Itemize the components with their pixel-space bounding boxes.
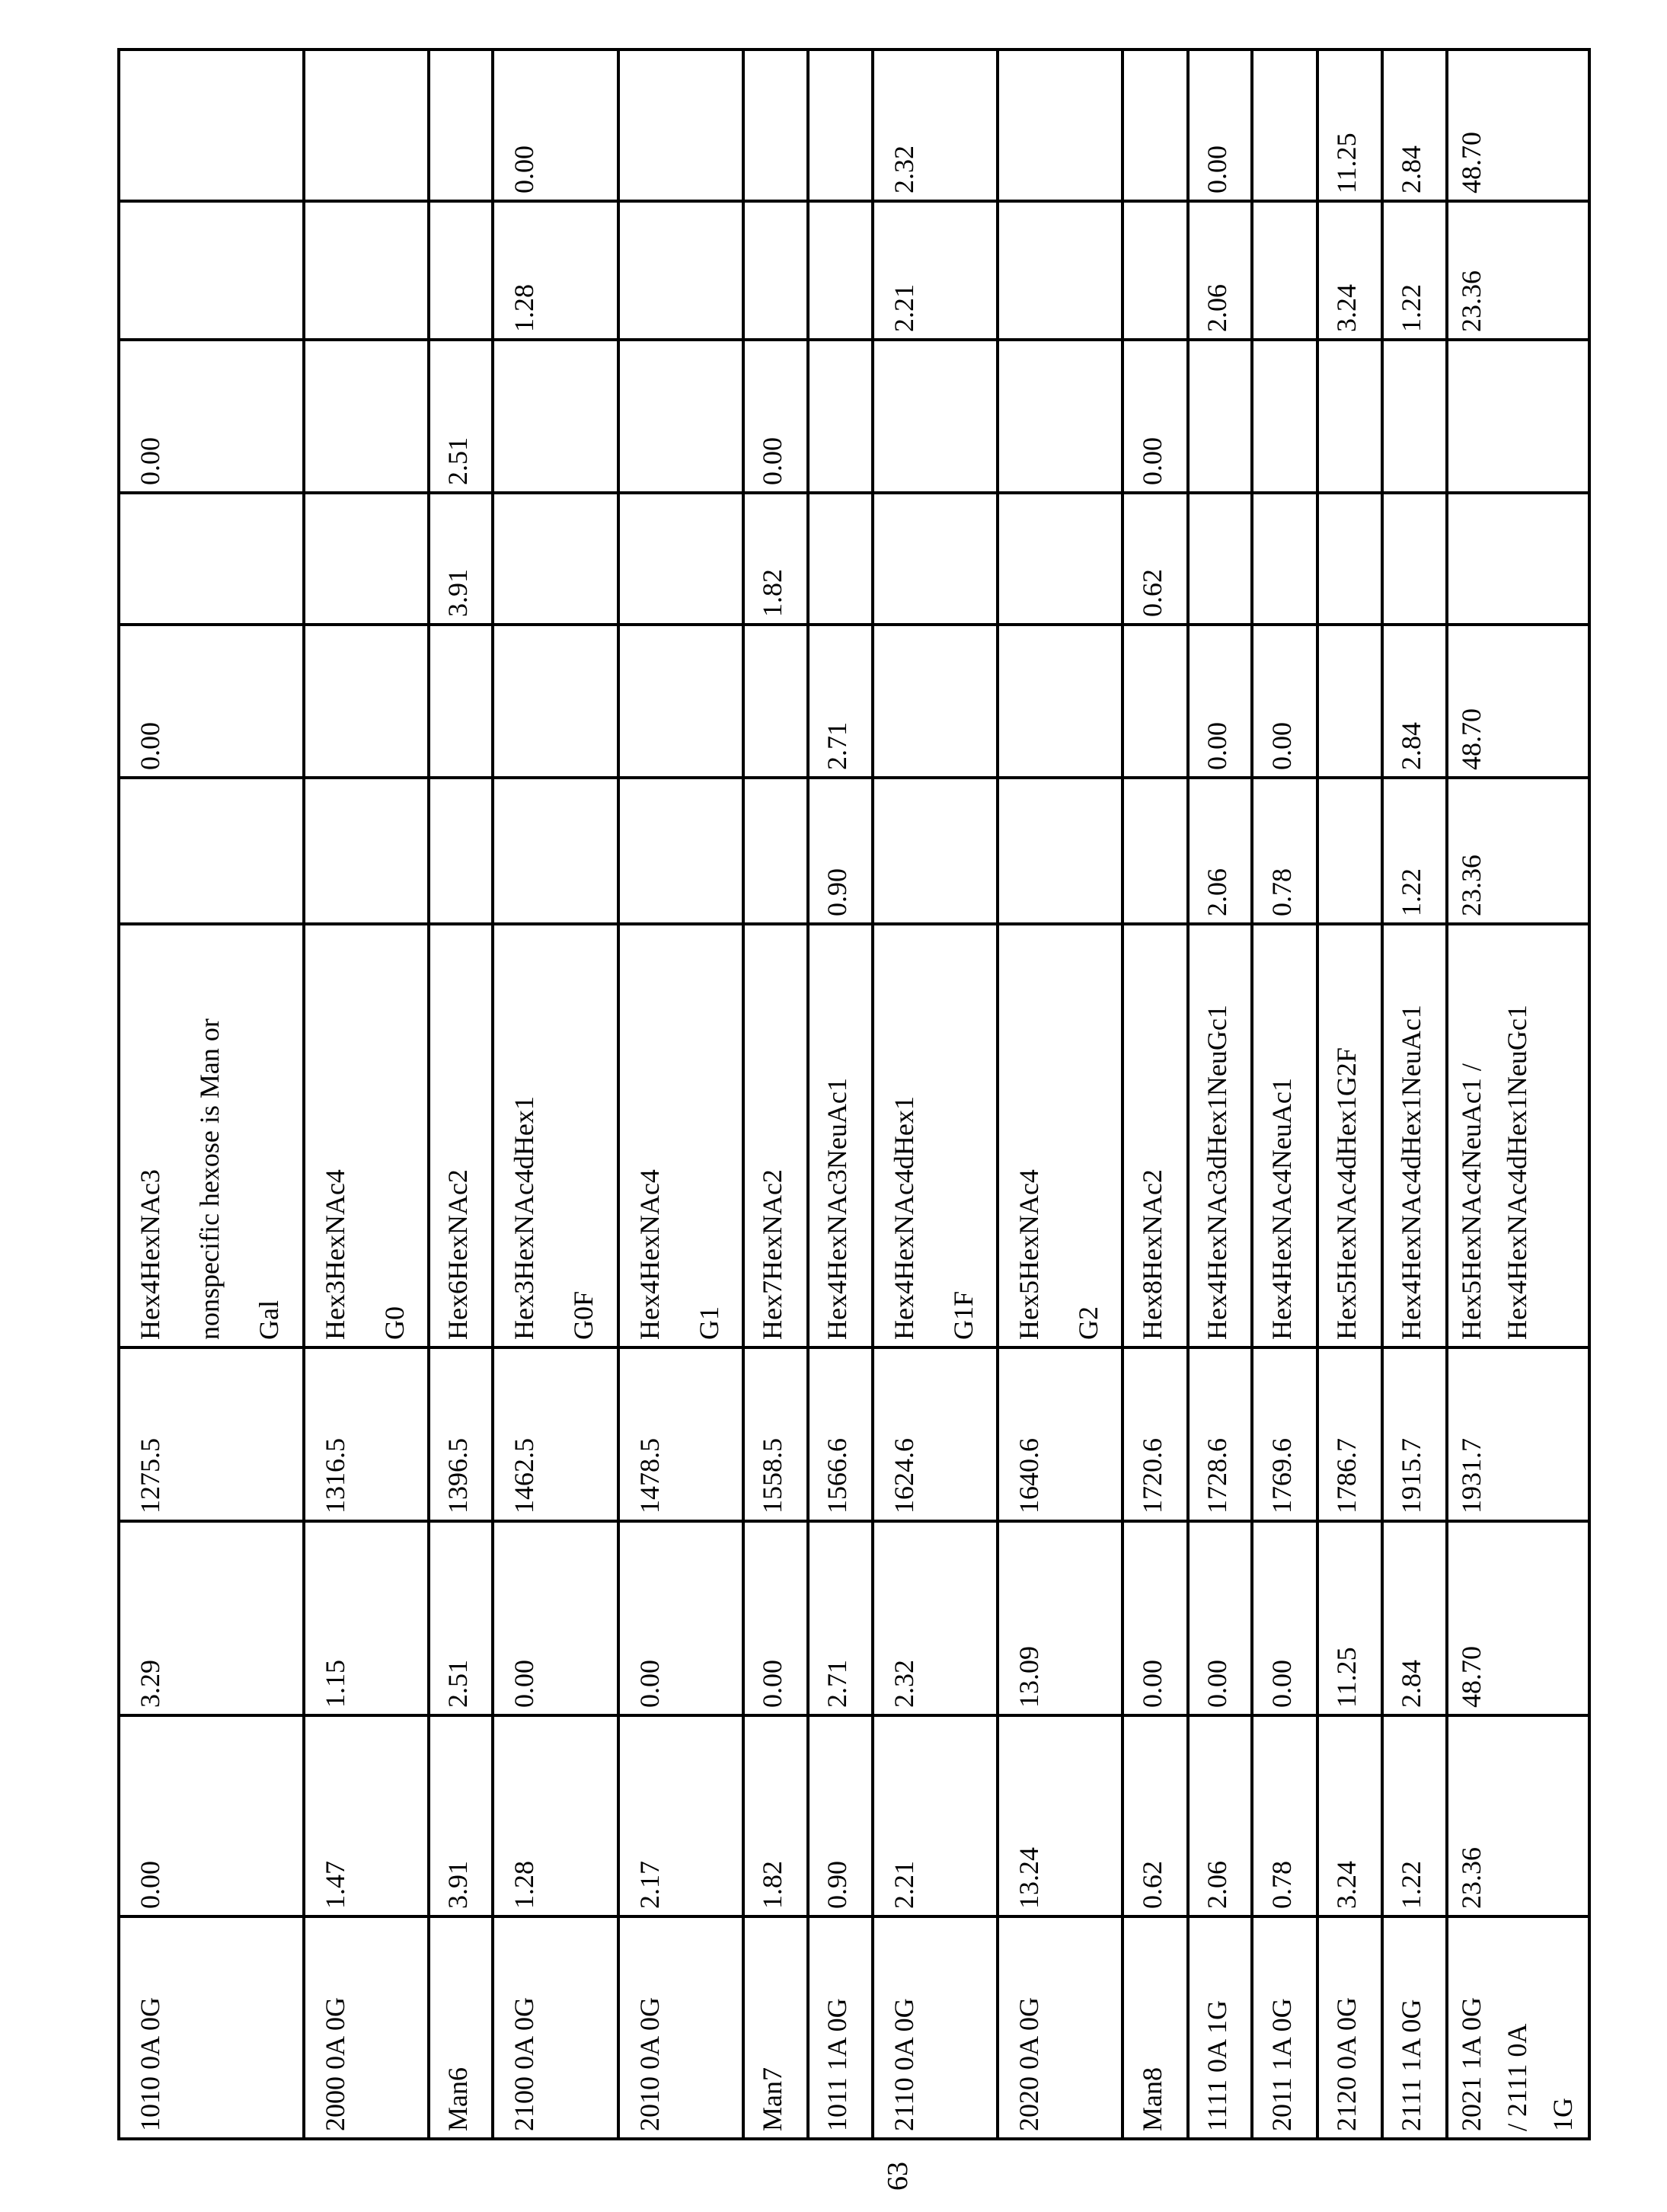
cell-value-c bbox=[1123, 778, 1188, 924]
cell-value-c bbox=[119, 778, 304, 924]
cell-value-d bbox=[618, 625, 743, 778]
cell-glycan-id: 2111 1A 0G bbox=[1382, 1916, 1447, 2139]
cell-value-d: 0.00 bbox=[119, 625, 304, 778]
table-row bbox=[1123, 50, 1188, 2139]
cell-value-f bbox=[493, 340, 618, 493]
cell-glycan-id: Man7 bbox=[743, 1916, 808, 2139]
cell-value-h: 48.70 bbox=[1447, 50, 1589, 201]
cell-value-g: 23.36 bbox=[1447, 201, 1589, 340]
cell-value-f bbox=[618, 340, 743, 493]
cell-value-c bbox=[304, 778, 429, 924]
cell-value-g bbox=[1123, 201, 1188, 340]
cell-value-d bbox=[873, 625, 998, 778]
cell-value-f: 0.00 bbox=[743, 340, 808, 493]
cell-value-c: 2.06 bbox=[1188, 778, 1252, 924]
cell-glycan-id: 2100 0A 0G bbox=[493, 1916, 618, 2139]
cell-glycan-id: 1011 1A 0G bbox=[808, 1916, 873, 2139]
cell-mass: 1275.5 bbox=[119, 1347, 304, 1521]
cell-composition: Hex5HexNAc4 G2 bbox=[998, 924, 1123, 1347]
cell-value-b: 2.51 bbox=[429, 1521, 493, 1715]
cell-value-g bbox=[1252, 201, 1317, 340]
cell-mass: 1769.6 bbox=[1252, 1347, 1317, 1521]
cell-glycan-id: 2120 0A 0G bbox=[1317, 1916, 1382, 2139]
cell-value-f bbox=[1317, 340, 1382, 493]
cell-composition: Hex4HexNAc3dHex1NeuGc1 bbox=[1188, 924, 1252, 1347]
cell-value-c bbox=[998, 778, 1123, 924]
cell-value-a: 1.82 bbox=[743, 1715, 808, 1916]
cell-value-b: 3.29 bbox=[119, 1521, 304, 1715]
cell-mass: 1566.6 bbox=[808, 1347, 873, 1521]
table-row bbox=[1252, 50, 1317, 2139]
cell-value-g: 1.22 bbox=[1382, 201, 1447, 340]
cell-value-c bbox=[743, 778, 808, 924]
cell-value-a: 3.24 bbox=[1317, 1715, 1382, 1916]
cell-glycan-id: 2011 1A 0G bbox=[1252, 1916, 1317, 2139]
cell-value-c bbox=[1317, 778, 1382, 924]
table-row bbox=[618, 50, 743, 2139]
cell-mass: 1396.5 bbox=[429, 1347, 493, 1521]
cell-value-g: 2.21 bbox=[873, 201, 998, 340]
cell-value-f bbox=[998, 340, 1123, 493]
cell-value-g bbox=[743, 201, 808, 340]
cell-composition: Hex4HexNAc3NeuAc1 bbox=[808, 924, 873, 1347]
cell-value-g bbox=[429, 201, 493, 340]
cell-value-f: 2.51 bbox=[429, 340, 493, 493]
cell-composition: Hex8HexNAc2 bbox=[1123, 924, 1188, 1347]
cell-value-c: 0.78 bbox=[1252, 778, 1317, 924]
cell-value-e bbox=[618, 493, 743, 625]
cell-value-b: 2.32 bbox=[873, 1521, 998, 1715]
cell-value-a: 13.24 bbox=[998, 1715, 1123, 1916]
cell-value-d: 0.00 bbox=[1252, 625, 1317, 778]
cell-value-h bbox=[1123, 50, 1188, 201]
cell-composition: Hex5HexNAc4NeuAc1 / Hex4HexNAc4dHex1NeuGc1 bbox=[1447, 924, 1589, 1347]
cell-value-g: 1.28 bbox=[493, 201, 618, 340]
cell-composition: Hex4HexNAc4 G1 bbox=[618, 924, 743, 1347]
cell-value-h bbox=[618, 50, 743, 201]
cell-composition: Hex3HexNAc4 G0 bbox=[304, 924, 429, 1347]
cell-value-a: 1.22 bbox=[1382, 1715, 1447, 1916]
cell-glycan-id: 2010 0A 0G bbox=[618, 1916, 743, 2139]
cell-value-b: 0.00 bbox=[1188, 1521, 1252, 1715]
cell-value-d: 0.00 bbox=[1188, 625, 1252, 778]
cell-value-h: 2.32 bbox=[873, 50, 998, 201]
cell-value-b: 13.09 bbox=[998, 1521, 1123, 1715]
cell-value-c bbox=[493, 778, 618, 924]
cell-glycan-id: 1010 0A 0G bbox=[119, 1916, 304, 2139]
cell-value-f bbox=[1188, 340, 1252, 493]
cell-value-a: 2.21 bbox=[873, 1715, 998, 1916]
cell-value-h bbox=[1252, 50, 1317, 201]
cell-value-e bbox=[119, 493, 304, 625]
cell-mass: 1624.6 bbox=[873, 1347, 998, 1521]
cell-value-d bbox=[743, 625, 808, 778]
cell-value-e bbox=[1382, 493, 1447, 625]
cell-glycan-id: 1111 0A 1G bbox=[1188, 1916, 1252, 2139]
table-row bbox=[1317, 50, 1382, 2139]
cell-mass: 1478.5 bbox=[618, 1347, 743, 1521]
cell-value-b: 2.84 bbox=[1382, 1521, 1447, 1715]
cell-value-h bbox=[429, 50, 493, 201]
cell-value-d bbox=[998, 625, 1123, 778]
cell-value-e: 0.62 bbox=[1123, 493, 1188, 625]
table-row bbox=[998, 50, 1123, 2139]
cell-value-c bbox=[873, 778, 998, 924]
cell-value-b: 0.00 bbox=[1252, 1521, 1317, 1715]
cell-glycan-id: Man8 bbox=[1123, 1916, 1188, 2139]
cell-value-a: 1.47 bbox=[304, 1715, 429, 1916]
cell-value-f bbox=[873, 340, 998, 493]
cell-mass: 1558.5 bbox=[743, 1347, 808, 1521]
table-row bbox=[304, 50, 429, 2139]
table-row bbox=[743, 50, 808, 2139]
cell-value-c: 23.36 bbox=[1447, 778, 1589, 924]
cell-value-h: 2.84 bbox=[1382, 50, 1447, 201]
cell-value-e bbox=[873, 493, 998, 625]
cell-value-b: 1.15 bbox=[304, 1521, 429, 1715]
table-row bbox=[429, 50, 493, 2139]
cell-value-f bbox=[1447, 340, 1589, 493]
cell-value-d bbox=[429, 625, 493, 778]
cell-value-a: 2.06 bbox=[1188, 1715, 1252, 1916]
cell-glycan-id: 2021 1A 0G / 2111 0A 1G bbox=[1447, 1916, 1589, 2139]
cell-value-b: 11.25 bbox=[1317, 1521, 1382, 1715]
cell-value-f bbox=[1382, 340, 1447, 493]
cell-value-c bbox=[618, 778, 743, 924]
cell-value-e bbox=[1252, 493, 1317, 625]
cell-value-a: 0.00 bbox=[119, 1715, 304, 1916]
cell-value-d bbox=[304, 625, 429, 778]
table-row bbox=[119, 50, 304, 2139]
cell-value-g bbox=[119, 201, 304, 340]
cell-value-b: 0.00 bbox=[618, 1521, 743, 1715]
cell-value-g bbox=[618, 201, 743, 340]
cell-mass: 1786.7 bbox=[1317, 1347, 1382, 1521]
cell-mass: 1462.5 bbox=[493, 1347, 618, 1521]
cell-value-e bbox=[493, 493, 618, 625]
cell-value-h bbox=[743, 50, 808, 201]
cell-value-h bbox=[998, 50, 1123, 201]
cell-value-a: 2.17 bbox=[618, 1715, 743, 1916]
cell-value-d: 2.71 bbox=[808, 625, 873, 778]
cell-composition: Hex7HexNAc2 bbox=[743, 924, 808, 1347]
cell-value-b: 2.71 bbox=[808, 1521, 873, 1715]
cell-glycan-id: 2000 0A 0G bbox=[304, 1916, 429, 2139]
cell-value-e bbox=[1317, 493, 1382, 625]
cell-value-a: 23.36 bbox=[1447, 1715, 1589, 1916]
glycan-data-table bbox=[117, 48, 1591, 2140]
cell-value-a: 3.91 bbox=[429, 1715, 493, 1916]
cell-value-e bbox=[1447, 493, 1589, 625]
cell-value-h bbox=[304, 50, 429, 201]
cell-value-d: 48.70 bbox=[1447, 625, 1589, 778]
cell-value-d bbox=[1123, 625, 1188, 778]
cell-composition: Hex4HexNAc4NeuAc1 bbox=[1252, 924, 1317, 1347]
cell-value-g: 3.24 bbox=[1317, 201, 1382, 340]
cell-value-d bbox=[493, 625, 618, 778]
table-row bbox=[1447, 50, 1589, 2139]
cell-glycan-id: 2020 0A 0G bbox=[998, 1916, 1123, 2139]
table-row bbox=[1188, 50, 1252, 2139]
table-row bbox=[493, 50, 618, 2139]
cell-value-b: 0.00 bbox=[743, 1521, 808, 1715]
cell-composition: Hex5HexNAc4dHex1G2F bbox=[1317, 924, 1382, 1347]
cell-composition: Hex3HexNAc4dHex1 G0F bbox=[493, 924, 618, 1347]
cell-value-f: 0.00 bbox=[119, 340, 304, 493]
cell-value-h: 0.00 bbox=[1188, 50, 1252, 201]
page-number: 63 bbox=[881, 2162, 915, 2191]
table-row bbox=[873, 50, 998, 2139]
cell-glycan-id: 2110 0A 0G bbox=[873, 1916, 998, 2139]
cell-value-f bbox=[1252, 340, 1317, 493]
cell-value-a: 0.78 bbox=[1252, 1715, 1317, 1916]
cell-value-g bbox=[808, 201, 873, 340]
cell-value-e bbox=[304, 493, 429, 625]
cell-value-h bbox=[119, 50, 304, 201]
cell-value-h: 0.00 bbox=[493, 50, 618, 201]
table-row bbox=[808, 50, 873, 2139]
cell-value-d bbox=[1317, 625, 1382, 778]
cell-value-e bbox=[1188, 493, 1252, 625]
cell-value-g: 2.06 bbox=[1188, 201, 1252, 340]
cell-glycan-id: Man6 bbox=[429, 1916, 493, 2139]
cell-mass: 1915.7 bbox=[1382, 1347, 1447, 1521]
cell-value-b: 0.00 bbox=[1123, 1521, 1188, 1715]
cell-value-b: 48.70 bbox=[1447, 1521, 1589, 1715]
cell-value-g bbox=[304, 201, 429, 340]
cell-composition: Hex4HexNAc3 nonspecific hexose is Man or Gal bbox=[119, 924, 304, 1347]
rotated-table-container bbox=[117, 51, 1542, 2140]
cell-composition: Hex4HexNAc4dHex1NeuAc1 bbox=[1382, 924, 1447, 1347]
cell-value-f bbox=[304, 340, 429, 493]
cell-value-e: 1.82 bbox=[743, 493, 808, 625]
cell-value-h bbox=[808, 50, 873, 201]
cell-value-b: 0.00 bbox=[493, 1521, 618, 1715]
cell-value-g bbox=[998, 201, 1123, 340]
table-row bbox=[1382, 50, 1447, 2139]
cell-value-e: 3.91 bbox=[429, 493, 493, 625]
cell-value-h: 11.25 bbox=[1317, 50, 1382, 201]
cell-value-f bbox=[808, 340, 873, 493]
cell-value-e bbox=[808, 493, 873, 625]
cell-value-a: 0.62 bbox=[1123, 1715, 1188, 1916]
cell-mass: 1728.6 bbox=[1188, 1347, 1252, 1521]
cell-mass: 1931.7 bbox=[1447, 1347, 1589, 1521]
cell-mass: 1640.6 bbox=[998, 1347, 1123, 1521]
cell-value-a: 0.90 bbox=[808, 1715, 873, 1916]
cell-value-c bbox=[429, 778, 493, 924]
cell-value-d: 2.84 bbox=[1382, 625, 1447, 778]
cell-composition: Hex4HexNAc4dHex1 G1F bbox=[873, 924, 998, 1347]
cell-mass: 1316.5 bbox=[304, 1347, 429, 1521]
cell-composition: Hex6HexNAc2 bbox=[429, 924, 493, 1347]
cell-value-e bbox=[998, 493, 1123, 625]
cell-value-a: 1.28 bbox=[493, 1715, 618, 1916]
cell-value-c: 1.22 bbox=[1382, 778, 1447, 924]
cell-value-c: 0.90 bbox=[808, 778, 873, 924]
cell-value-f: 0.00 bbox=[1123, 340, 1188, 493]
cell-mass: 1720.6 bbox=[1123, 1347, 1188, 1521]
